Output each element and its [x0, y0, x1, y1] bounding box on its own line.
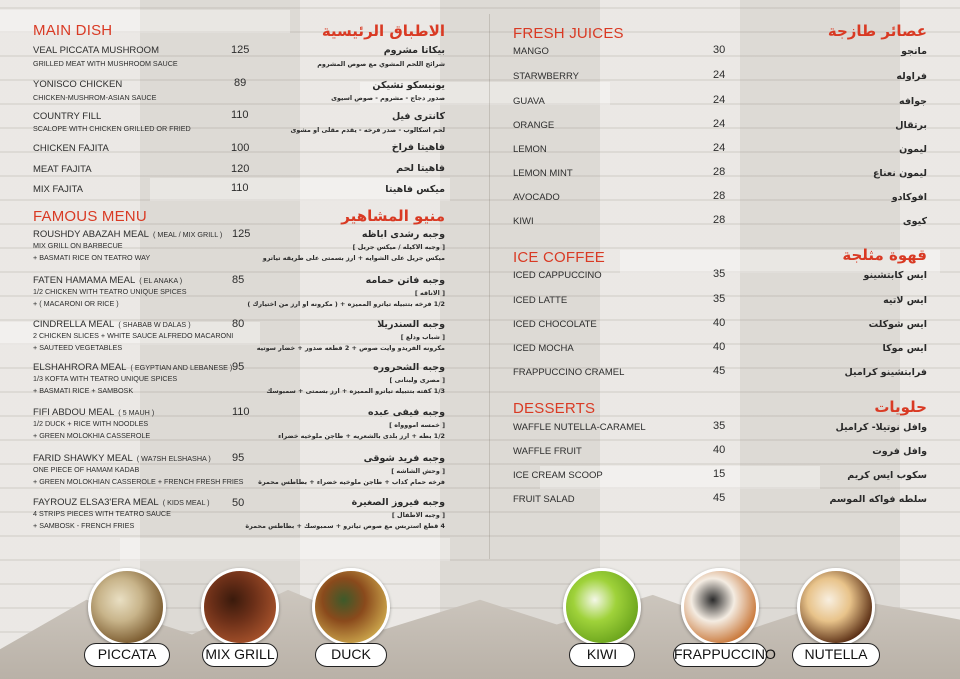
wood-plank — [120, 538, 450, 561]
main-dish-title-ar: الاطباق الرئيسية — [321, 22, 445, 40]
fresh-juices-title: FRESH JUICES — [513, 25, 624, 42]
menu-item-desc-ar: 4 قطع استربس مع صوص تياترو + سمبوسك + بطاطس محمرة — [245, 522, 445, 530]
menu-item-name-sub: ( KIDS MEAL ) — [162, 498, 210, 507]
menu-item-name: GUAVA — [513, 96, 545, 107]
menu-item-desc-ar: [ خمسه امووواه ] — [389, 421, 445, 429]
menu-item-name-ar: وافل نوتيلا- كراميل — [835, 422, 927, 433]
menu-item-name: FRUIT SALAD — [513, 494, 575, 505]
menu-item-name-ar: كانترى فيل — [391, 111, 445, 122]
menu-item-desc-ar: [ وجبه الاطفال ] — [391, 511, 445, 519]
menu-item-name: MANGO — [513, 46, 549, 57]
menu-item-name-sub: ( MEAL / MIX GRILL ) — [152, 230, 223, 239]
menu-item-name: AVOCADO — [513, 192, 560, 203]
menu-item-name-ar: فرابتشينو كراميل — [844, 367, 927, 378]
menu-item-name-sub: ( WA7SH ELSHASHA ) — [136, 454, 211, 463]
menu-item-name — [33, 362, 232, 373]
menu-item-name — [33, 229, 222, 240]
menu-item-price: 24 — [713, 69, 726, 81]
menu-item-desc-ar: [ مصرى ولبنانى ] — [389, 376, 445, 384]
desserts-title: DESSERTS — [513, 400, 596, 417]
menu-item-name-ar: برتقال — [895, 120, 927, 131]
desserts-title-ar: حلويات — [874, 398, 927, 416]
menu-item-name-ar: سلطه فواكه الموسم — [829, 494, 927, 505]
ice-coffee-title: ICE COFFEE — [513, 249, 606, 266]
menu-item-price: 125 — [232, 228, 251, 240]
menu-item-price: 24 — [713, 142, 726, 154]
menu-item-name-ar: فاهيتا لحم — [396, 163, 445, 174]
menu-item-price: 28 — [713, 166, 726, 178]
menu-item-name: ICE CREAM SCOOP — [513, 470, 603, 481]
ice-coffee-title-ar: قهوة مثلجة — [842, 246, 927, 264]
menu-item-desc-ar: [ وجبه الاكيله / ميكس جريل ] — [352, 243, 445, 251]
menu-item-name: KIWI — [513, 216, 534, 227]
menu-item-name-ar: فاهيتا فراخ — [391, 142, 445, 153]
menu-item-price: 35 — [713, 293, 726, 305]
menu-item-price: 30 — [713, 44, 726, 56]
menu-item-price: 45 — [713, 492, 726, 504]
menu-item-name — [33, 407, 154, 418]
menu-item-name-ar: وجبه السندريلا — [377, 319, 445, 330]
menu-item-name-sub: ( SHABAB W DALAS ) — [118, 320, 191, 329]
menu-item-price: 24 — [713, 94, 726, 106]
menu-item-desc: 4 STRIPS PIECES WITH TEATRO SAUCE — [33, 509, 171, 518]
menu-item-name-sub: ( EL ANAKA ) — [139, 276, 183, 285]
menu-item-name-ar: وجبه الشحروره — [373, 362, 445, 373]
menu-item-name: MIX FAJITA — [33, 184, 83, 195]
famous-menu-title: FAMOUS MENU — [33, 208, 147, 225]
menu-item-price: 100 — [231, 142, 250, 154]
menu-item-price: 120 — [231, 163, 250, 175]
menu-item-price: 110 — [231, 182, 249, 194]
menu-item-desc: GRILLED MEAT WITH MUSHROOM SAUCE — [33, 59, 178, 68]
menu-item-desc-ar: 1/2 فرخه بتتبيله تياترو المميزه + ( مكرونه او ارز من اختيارك ) — [247, 300, 445, 308]
menu-item-name: ICED CHOCOLATE — [513, 319, 597, 330]
menu-item-name: COUNTRY FILL — [33, 111, 102, 122]
menu-item-name-ar: وجبه فيفى عبده — [367, 407, 445, 418]
menu-item-desc: ONE PIECE OF HAMAM KADAB — [33, 465, 140, 474]
menu-item-name: CHICKEN FAJITA — [33, 143, 109, 154]
menu-item-price: 24 — [713, 118, 726, 130]
menu-item-name: MEAT FAJITA — [33, 164, 92, 175]
menu-item-name-sub: ( EGYPTIAN AND LEBANESE ) — [130, 363, 233, 372]
menu-item-name — [33, 497, 210, 508]
menu-item-name-main: CINDRELLA MEAL — [33, 319, 115, 330]
frappuccino-photo — [681, 568, 759, 646]
menu-item-name-ar: جوافه — [898, 96, 927, 107]
menu-item-desc: 1/2 DUCK + RICE WITH NOODLES — [33, 419, 149, 428]
menu-item-name: STARWBERRY — [513, 71, 579, 82]
menu-item-price: 89 — [234, 77, 247, 89]
fresh-juices-title-ar: عصائر طازجة — [827, 22, 927, 40]
menu-item-name-main: ELSHAHRORA MEAL — [33, 362, 127, 373]
menu-item-name: ICED LATTE — [513, 295, 568, 306]
menu-item-name: FRAPPUCCINO CRAMEL — [513, 367, 625, 378]
menu-item-name-main: FIFI ABDOU MEAL — [33, 407, 115, 418]
menu-item-desc-ar: [ الاناقه ] — [414, 289, 445, 297]
menu-item-name-ar: وجبه فيروز الصغيرة — [351, 497, 445, 508]
menu-item-name-main: FARID SHAWKY MEAL — [33, 453, 133, 464]
menu-item-desc-ar: مكرونه الفريدو وايت صوص + 2 قطعه صدور + خضار سوتيه — [256, 344, 445, 352]
menu-item-name-ar: افوكادو — [891, 192, 927, 203]
menu-item-name-ar: بيكاتا مشروم — [383, 45, 445, 56]
menu-item-name-ar: ايس كابتشينو — [863, 270, 927, 281]
menu-item-name-main: FAYROUZ ELSA3'ERA MEAL — [33, 497, 159, 508]
menu-item-name-ar: يونيسكو تشيكن — [372, 80, 445, 91]
menu-item-desc-ar: شرائح اللحم المشوي مع صوص المشروم — [317, 60, 445, 68]
piccata-photo — [88, 568, 166, 646]
menu-item-desc-ar: صدور دجاج - مشروم - صوص اسيوى — [331, 94, 445, 102]
menu-item-price: 95 — [232, 361, 245, 373]
menu-item-desc: + ( MACARONI OR RICE ) — [33, 299, 119, 308]
menu-item-name-ar: وافل فروت — [872, 446, 927, 457]
menu-item-desc: CHICKEN-MUSHROM-ASIAN SAUCE — [33, 93, 157, 102]
menu-item-name: VEAL PICCATA MUSHROOM — [33, 45, 159, 56]
menu-item-name-ar: ايس شوكلت — [868, 319, 927, 330]
column-divider — [489, 14, 490, 559]
menu-item-desc: 1/2 CHICKEN WITH TEATRO UNIQUE SPICES — [33, 287, 187, 296]
menu-item-price: 40 — [713, 317, 726, 329]
menu-item-desc: + SAUTEED VEGETABLES — [33, 343, 123, 352]
menu-item-price: 45 — [713, 365, 726, 377]
menu-item-desc-ar: فرخه حمام كداب + طاجن ملوخيه خضراء + بطاطس محمرة — [258, 478, 445, 486]
menu-item-name: LEMON — [513, 144, 547, 155]
menu-item-price: 110 — [232, 406, 250, 418]
menu-item-price: 35 — [713, 420, 726, 432]
menu-item-name-ar: مانجو — [901, 46, 927, 57]
main-dish-title: MAIN DISH — [33, 22, 113, 39]
menu-item-name: WAFFLE NUTELLA-CARAMEL — [513, 422, 646, 433]
menu-item-name-ar: ليمون نعناع — [872, 168, 927, 179]
menu-item-name-main: ROUSHDY ABAZAH MEAL — [33, 229, 149, 240]
kiwi-photo — [563, 568, 641, 646]
menu-item-price: 28 — [713, 214, 726, 226]
menu-item-name: YONISCO CHICKEN — [33, 79, 123, 90]
photo-label: KIWI — [569, 643, 635, 667]
menu-item-name-ar: ايس موكا — [882, 343, 927, 354]
photo-label: NUTELLA — [792, 643, 880, 667]
menu-item-name-ar: كيوى — [902, 216, 927, 227]
menu-item-desc: + GREEN MOLOKHIAN CASSEROLE + FRENCH FRESH FRIES — [33, 477, 244, 486]
menu-item-desc: SCALOPE WITH CHICKEN GRILLED OR FRIED — [33, 124, 191, 133]
menu-item-name: WAFFLE FRUIT — [513, 446, 582, 457]
menu-item-price: 85 — [232, 274, 245, 286]
mix-grill-photo — [201, 568, 279, 646]
menu-item-price: 35 — [713, 268, 726, 280]
menu-item-desc: + SAMBOSK - FRENCH FRIES — [33, 521, 135, 530]
menu-item-name: ICED MOCHA — [513, 343, 574, 354]
menu-item-name-main: FATEN HAMAMA MEAL — [33, 275, 136, 286]
menu-item-desc-ar: [ شباب ودلع ] — [400, 333, 445, 341]
menu-item-price: 15 — [713, 468, 726, 480]
menu-item-price: 50 — [232, 497, 245, 509]
photo-label: DUCK — [315, 643, 387, 667]
menu-item-price: 80 — [232, 318, 245, 330]
menu-item-price: 40 — [713, 444, 726, 456]
menu-item-name — [33, 453, 211, 464]
menu-item-desc-ar: 1/2 بطه + ارز بلدى بالشعريه + طاجن ملوخيه خضراء — [278, 432, 445, 440]
nutella-photo — [797, 568, 875, 646]
menu-item-name-ar: وجبه رشدى اباظه — [361, 229, 445, 240]
menu-item-desc: 2 CHICKEN SLICES + WHITE SAUCE ALFREDO MACARONI — [33, 331, 234, 340]
menu-item-name: ORANGE — [513, 120, 555, 131]
menu-item-name-sub: ( 5 MAUH ) — [118, 408, 155, 417]
menu-item-name: ICED CAPPUCCINO — [513, 270, 602, 281]
menu-item-price: 125 — [231, 44, 250, 56]
menu-item-name-ar: ايس لاتيه — [883, 295, 927, 306]
menu-item-desc-ar: 1/3 كفته بتتبيله تياترو المميزه + ارز بسمتى + سمبوسك — [266, 387, 445, 395]
photo-label: FRAPPUCCINO — [673, 643, 767, 667]
menu-item-name-ar: وجبه فريد شوقى — [363, 453, 445, 464]
menu-item-name: LEMON MINT — [513, 168, 573, 179]
menu-item-price: 28 — [713, 190, 726, 202]
menu-item-price: 95 — [232, 452, 245, 464]
menu-item-name — [33, 275, 182, 286]
menu-item-name-ar: سكوب ايس كريم — [847, 470, 927, 481]
famous-menu-title-ar: منيو المشاهير — [341, 207, 445, 225]
menu-item-name-ar: ليمون — [899, 144, 927, 155]
menu-item-name-ar: فراوله — [896, 71, 927, 82]
menu-item-desc: + BASMATI RICE + SAMBOSK — [33, 386, 134, 395]
menu-item-desc: 1/3 KOFTA WITH TEATRO UNIQUE SPICES — [33, 374, 178, 383]
photo-label: MIX GRILL — [202, 643, 278, 667]
menu-item-price: 110 — [231, 109, 249, 121]
menu-item-price: 40 — [713, 341, 726, 353]
duck-photo — [312, 568, 390, 646]
menu-item-name-ar: وجبه فاتن حمامه — [365, 275, 445, 286]
menu-item-desc: + BASMATI RICE ON TEATRO WAY — [33, 253, 151, 262]
photo-label: PICCATA — [84, 643, 170, 667]
menu-item-name-ar: ميكس فاهيتا — [385, 184, 445, 195]
menu-item-name — [33, 319, 191, 330]
menu-item-desc-ar: [ وحش الشاشه ] — [391, 467, 445, 475]
menu-item-desc: + GREEN MOLOKHIA CASSEROLE — [33, 431, 151, 440]
menu-item-desc: MIX GRILL ON BARBECUE — [33, 241, 123, 250]
menu-item-desc-ar: ميكس جريل على الشوايه + ارز بسمتى على طريقه تياترو — [262, 254, 445, 262]
menu-item-desc-ar: لحم اسكالوب - صدر فرخه - يقدم مقلى او مشوى — [290, 126, 445, 134]
